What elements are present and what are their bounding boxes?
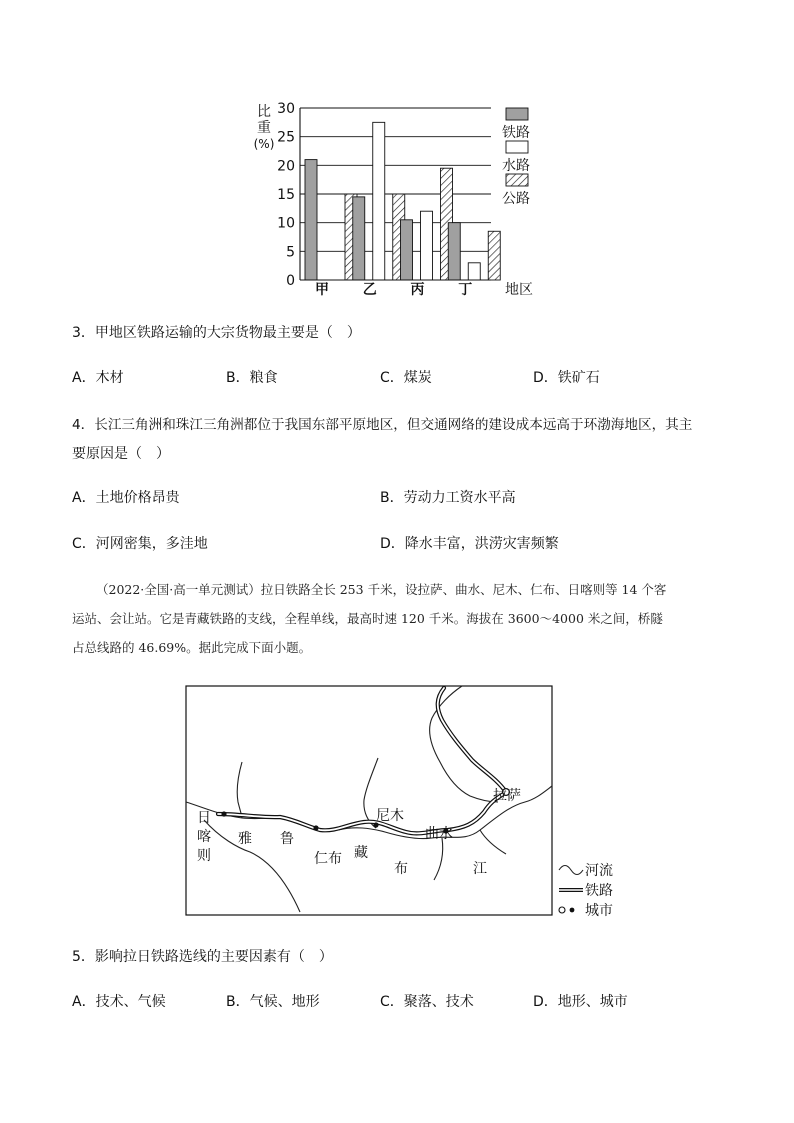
label-rikaze-2: 喀 [197, 829, 211, 845]
x-tick-label-2: 乙 [362, 282, 377, 298]
question-3-option-c[interactable]: C．煤炭 [380, 370, 432, 386]
label-renbu: 仁布 [314, 851, 342, 867]
y-tick-label-15: 15 [277, 187, 295, 203]
legend-city-label: 城市 [585, 903, 613, 919]
y-tick-label-30: 30 [277, 101, 295, 117]
label-rikaze-3: 则 [197, 848, 211, 864]
legend-swatch-2 [506, 141, 528, 153]
transport-share-bar-chart [250, 100, 550, 300]
question-5-option-c[interactable]: C．聚落、技术 [380, 994, 474, 1010]
x-axis-label: 地区 [505, 282, 533, 298]
bar-1-1 [305, 160, 317, 280]
legend-label-3: 公路 [502, 191, 530, 207]
legend-label-2: 水路 [502, 158, 530, 174]
legend-railway-label: 铁路 [585, 883, 613, 899]
label-river-2: 鲁 [280, 831, 294, 847]
y-tick-label-20: 20 [277, 158, 295, 175]
question-3-option-d[interactable]: D．铁矿石 [533, 370, 600, 386]
passage-line-3: 占总线路的 46.69%。据此完成下面小题。 [72, 640, 312, 655]
legend-swatch-3 [506, 174, 528, 186]
x-tick-label-4: 丁 [458, 282, 473, 298]
y-tick-label-0: 0 [286, 273, 295, 289]
map-legend [559, 862, 613, 919]
label-lhasa: 拉萨 [493, 788, 521, 804]
question-4-option-d[interactable]: D．降水丰富，洪涝灾害频繁 [380, 536, 559, 552]
question-5-stem: 5．影响拉日铁路选线的主要因素有（ ） [72, 949, 333, 965]
question-3-stem: 3．甲地区铁路运输的大宗货物最主要是（ ） [72, 325, 361, 341]
label-river-5: 江 [473, 861, 487, 877]
legend-swatch-1 [506, 108, 528, 120]
question-4-option-a[interactable]: A．土地价格昂贵 [72, 490, 180, 506]
label-river-4: 布 [394, 861, 408, 877]
city-marker-rikaze [221, 811, 226, 816]
y-axis-label-part-1: 重 [257, 120, 271, 136]
label-river-1: 雅 [238, 831, 252, 847]
bar-3-4 [488, 231, 500, 280]
legend-river-label: 河流 [585, 863, 613, 879]
x-tick-label-3: 丙 [410, 282, 425, 298]
y-tick-label-10: 10 [277, 215, 295, 232]
lari-railway-map [180, 680, 640, 925]
city-marker-renbu [313, 825, 318, 830]
bar-1-3 [401, 220, 413, 280]
question-5-option-a[interactable]: A．技术、气候 [72, 994, 166, 1010]
bar-2-3 [421, 211, 433, 280]
question-4-stem-line-2: 要原因是（ ） [72, 446, 170, 462]
question-3-option-a[interactable]: A．木材 [72, 370, 124, 386]
bar-2-4 [468, 263, 480, 280]
legend-city-open-symbol [559, 907, 565, 913]
y-tick-label-5: 5 [286, 244, 295, 261]
question-5-option-b[interactable]: B．气候、地形 [226, 994, 320, 1010]
passage-line-1: （2022·全国·高一单元测试）拉日铁路全长 253 千米，设拉萨、曲水、尼木、仁布、日喀则等 14 个客 [96, 582, 667, 597]
y-tick-label-25: 25 [277, 129, 295, 146]
legend-city-dot-symbol [570, 908, 575, 913]
x-tick-label-1: 甲 [315, 282, 329, 298]
question-5-option-d[interactable]: D．地形、城市 [533, 994, 628, 1010]
label-qushui: 曲水 [425, 826, 453, 842]
question-4-option-c[interactable]: C．河网密集，多洼地 [72, 536, 208, 552]
y-axis-label-part-2: (%) [253, 137, 275, 151]
legend-label-1: 铁路 [502, 125, 530, 141]
question-4-option-b[interactable]: B．劳动力工资水平高 [380, 490, 516, 506]
legend-river-symbol [559, 866, 583, 875]
passage-line-2: 运站、会让站。它是青藏铁路的支线，全程单线，最高时速 120 千米。海拔在 3600～4000 米之间，桥隧 [72, 611, 663, 626]
label-nimu: 尼木 [376, 808, 404, 824]
bar-2-2 [373, 122, 385, 280]
question-4-stem-line-1: 4．长江三角洲和珠江三角洲都位于我国东部平原地区，但交通网络的建设成本远高于环渤海地区，其主 [72, 417, 693, 433]
label-river-3: 藏 [354, 845, 368, 861]
y-axis-label-part-0: 比 [257, 104, 271, 120]
bar-1-4 [448, 223, 460, 280]
bar-1-2 [353, 197, 365, 280]
question-3-option-b[interactable]: B．粮食 [226, 370, 278, 386]
label-rikaze-1: 日 [197, 810, 211, 826]
